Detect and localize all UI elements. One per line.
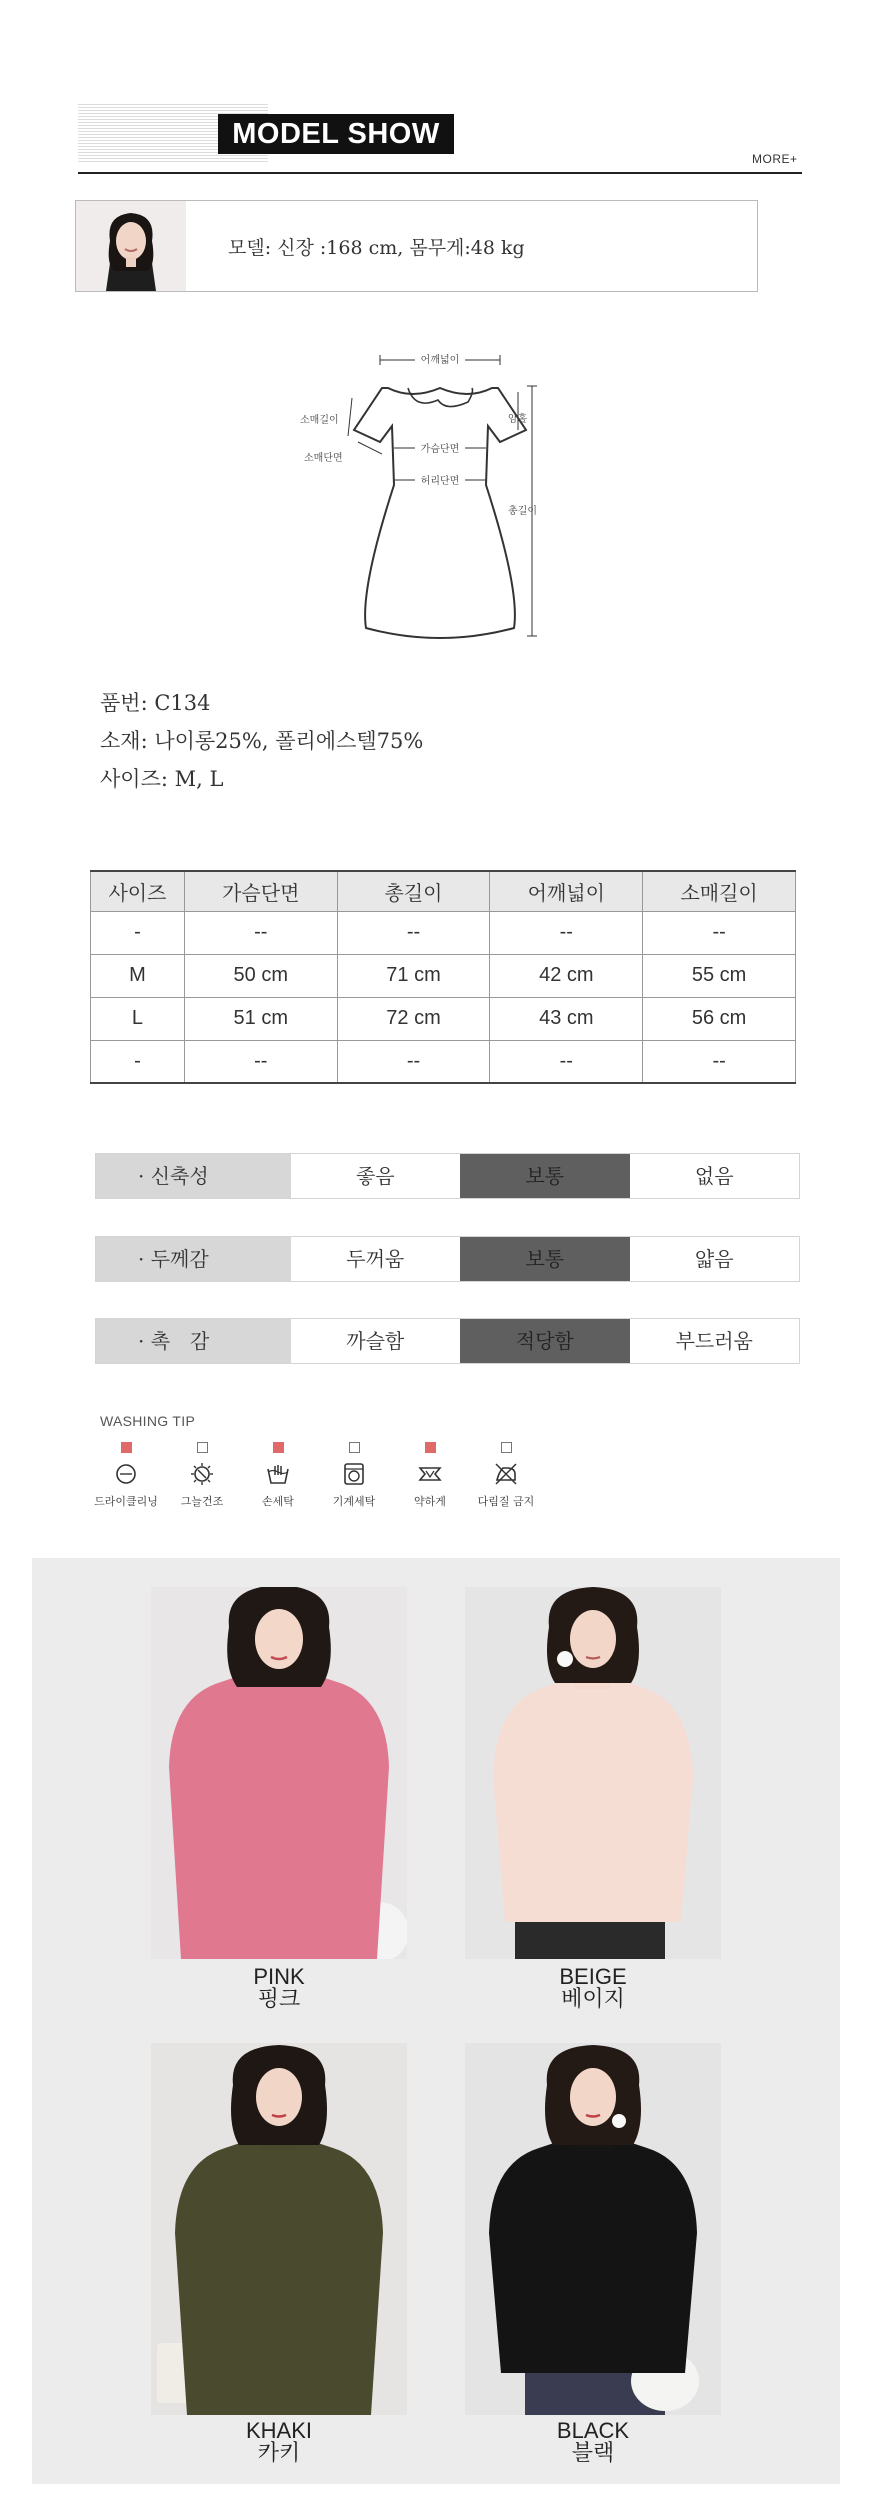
label-sleeve-length: 소매길이 (300, 415, 339, 426)
color-name-ko: 베이지 (561, 1986, 625, 2011)
table-row (91, 997, 796, 1040)
color-name-en: BLACK (556, 2418, 630, 2443)
table-cell: 56 cm (643, 997, 796, 1040)
table-cell: -- (490, 1040, 643, 1083)
section-title: MODEL SHOW (218, 114, 454, 154)
model-info-box (75, 200, 758, 292)
color-name-en: KHAKI (245, 2418, 313, 2443)
label-armhole: 암홀 (508, 414, 528, 425)
more-link[interactable]: MORE+ (752, 152, 798, 166)
color-options-panel (32, 1558, 840, 2484)
wash-label: 다림질 금지 (477, 1495, 535, 1508)
size-table (90, 870, 796, 1084)
label-sleeve-width: 소매단면 (304, 453, 343, 464)
wash-checkbox (501, 1442, 512, 1453)
header-size: 사이즈 (91, 871, 185, 911)
header-chest: 가슴단면 (184, 871, 337, 911)
table-cell: -- (337, 911, 490, 954)
wash-checkbox (349, 1442, 360, 1453)
wash-checkbox (197, 1442, 208, 1453)
machine-wash-icon (341, 1461, 367, 1487)
color-caption-beige (465, 1966, 721, 2010)
table-cell: 43 cm (490, 997, 643, 1040)
table-cell: -- (490, 911, 643, 954)
product-sizes: 사이즈: M, L (100, 767, 224, 791)
measurement-diagram (300, 330, 580, 660)
label-chest: 가슴단면 (420, 444, 460, 455)
wash-checkbox (121, 1442, 132, 1453)
header-sleeve: 소매길이 (643, 871, 796, 911)
model-measurements: 모델: 신장 :168 cm, 몸무게:48 kg (228, 237, 525, 259)
rating-thickness (95, 1236, 800, 1282)
rating-stretch (95, 1153, 800, 1199)
table-row (91, 954, 796, 997)
label-waist: 허리단면 (420, 476, 460, 487)
rating-label: · 신축성 (96, 1154, 291, 1198)
wash-checkbox (273, 1442, 284, 1453)
size-table-header (91, 871, 796, 911)
header-length: 총길이 (337, 871, 490, 911)
label-shoulder: 어깨넓이 (420, 355, 460, 366)
table-cell: M (91, 954, 185, 997)
rating-option-selected: 보통 (460, 1154, 629, 1198)
color-name-ko: 블랙 (571, 2440, 615, 2465)
table-cell: 71 cm (337, 954, 490, 997)
no-iron-icon (493, 1461, 519, 1487)
rating-option: 부드러움 (630, 1319, 799, 1363)
wash-label: 드라이클리닝 (94, 1495, 158, 1508)
table-cell: 42 cm (490, 954, 643, 997)
rating-label: · 두께감 (96, 1237, 291, 1281)
table-cell: 50 cm (184, 954, 337, 997)
color-name-ko: 핑크 (257, 1986, 301, 2011)
color-caption-pink (151, 1966, 407, 2010)
label-total-length: 총길이 (508, 506, 537, 517)
rating-texture (95, 1318, 800, 1364)
color-photo-pink (151, 1587, 407, 1959)
color-photo-beige (465, 1587, 721, 1959)
color-photo-khaki (151, 2043, 407, 2415)
wash-label: 손세탁 (262, 1495, 294, 1508)
wash-label: 약하게 (414, 1495, 446, 1508)
wash-item-no-iron (461, 1442, 551, 1509)
color-caption-black (465, 2420, 721, 2464)
rating-option-selected: 보통 (460, 1237, 629, 1281)
table-cell: - (91, 1040, 185, 1083)
rating-option: 까슬함 (291, 1319, 460, 1363)
rating-option: 없음 (630, 1154, 799, 1198)
dry-clean-icon (113, 1461, 139, 1487)
rating-option: 좋음 (291, 1154, 460, 1198)
header-divider (78, 172, 802, 174)
rating-option: 두꺼움 (291, 1237, 460, 1281)
table-row (91, 1040, 796, 1083)
wash-label: 기계세탁 (332, 1495, 376, 1508)
table-cell: L (91, 997, 185, 1040)
table-cell: -- (184, 911, 337, 954)
table-row (91, 911, 796, 954)
table-cell: -- (337, 1040, 490, 1083)
rating-option: 얇음 (630, 1237, 799, 1281)
color-caption-khaki (151, 2420, 407, 2464)
dress-outline (354, 388, 526, 638)
color-name-ko: 카키 (257, 2440, 301, 2465)
header-shoulder: 어깨넓이 (490, 871, 643, 911)
wash-checkbox (425, 1442, 436, 1453)
color-name-en: BEIGE (559, 1964, 627, 1989)
product-code: 품번: C134 (100, 691, 211, 715)
table-cell: 72 cm (337, 997, 490, 1040)
washing-tip-title: WASHING TIP (100, 1413, 196, 1429)
table-cell: 51 cm (184, 997, 337, 1040)
table-cell: - (91, 911, 185, 954)
hand-wash-icon (265, 1461, 291, 1487)
rating-option-selected: 적당함 (460, 1319, 629, 1363)
table-cell: 55 cm (643, 954, 796, 997)
shade-dry-icon (189, 1461, 215, 1487)
table-cell: -- (184, 1040, 337, 1083)
color-name-en: PINK (253, 1964, 305, 1989)
product-material: 소재: 나이롱25%, 폴리에스텔75% (100, 729, 424, 753)
color-photo-black (465, 2043, 721, 2415)
model-photo (76, 201, 186, 291)
rating-label: · 촉 감 (96, 1319, 291, 1363)
table-cell: -- (643, 1040, 796, 1083)
table-cell: -- (643, 911, 796, 954)
gentle-icon (417, 1461, 443, 1487)
wash-label: 그늘건조 (180, 1495, 224, 1508)
